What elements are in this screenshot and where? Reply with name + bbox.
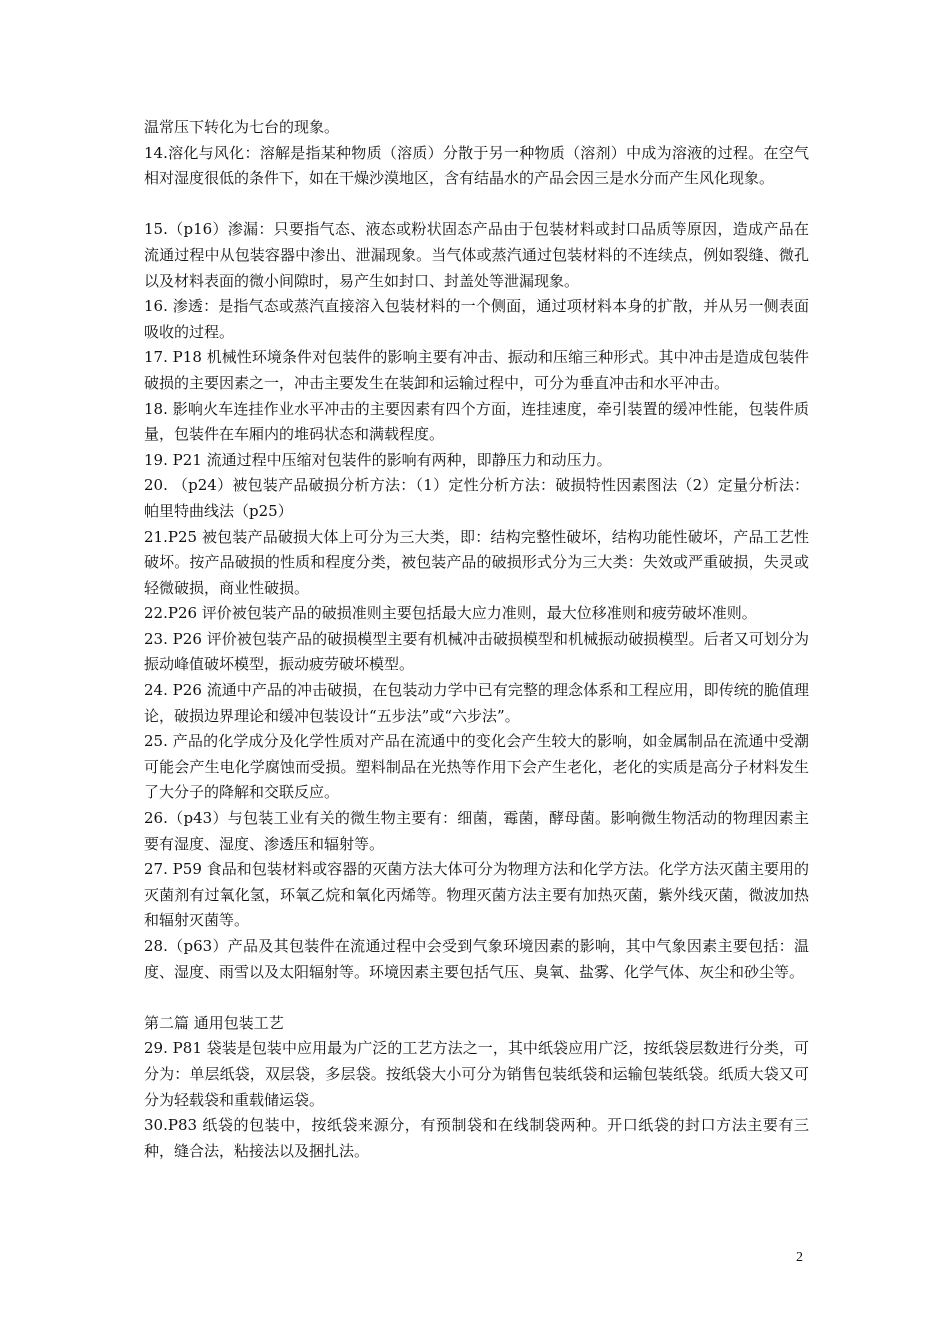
paragraph-17: 17. P18 机械性环境条件对包装件的影响主要有冲击、振动和压缩三种形式。其中冲击是造成包装件破损的主要因素之一，冲击主要发生在装卸和运输过程中，可分为垂直冲击和水平冲击。 xyxy=(144,348,809,392)
paragraph-21: 21.P25 被包装产品破损大体上可分为三大类，即：结构完整性破坏，结构功能性破坏，产品工艺性破坏。按产品破损的性质和程度分类，被包装产品的破损形式分为三大类：失效或严重破损，失灵或轻微破损，商业性破损。 xyxy=(144,527,809,597)
paragraph-25: 25. 产品的化学成分及化学性质对产品在流通中的变化会产生较大的影响，如金属制品在流通中受潮可能会产生电化学腐蚀而受损。塑料制品在光热等作用下会产生老化，老化的实质是高分子材料发生了大分子的降解和交联反应。 xyxy=(144,732,809,802)
paragraph-28: 28.（p63）产品及其包装件在流通过程中会受到气象环境因素的影响，其中气象因素主要包括：温度、湿度、雨雪以及太阳辐射等。环境因素主要包括气压、臭氧、盐雾、化学气体、灰尘和砂尘等。 xyxy=(144,937,809,981)
paragraph-14: 14.溶化与风化：溶解是指某种物质（溶质）分散于另一种物质（溶剂）中成为溶液的过程。在空气相对湿度很低的条件下，如在干燥沙漠地区，含有结晶水的产品会因三是水分而产生风化现象。 xyxy=(144,143,809,188)
page-number: 2 xyxy=(796,1250,803,1265)
paragraph-16: 16. 渗透：是指气态或蒸汽直接溶入包装材料的一个侧面，通过项材料本身的扩散，并从另一侧表面吸收的过程。 xyxy=(144,297,809,341)
paragraph-13-tail: 温常压下转化为七台的现象。 xyxy=(144,118,340,136)
paragraph-23: 23. P26 评价被包装产品的破损模型主要有机械冲击破损模型和机械振动破损模型。后者又可划分为振动峰值破坏模型，振动疲劳破坏模型。 xyxy=(144,629,809,674)
blank-line xyxy=(144,192,809,218)
paragraph-30: 30.P83 纸袋的包装中，按纸袋来源分，有预制袋和在线制袋两种。开口纸袋的封口方法主要有三种，缝合法，粘接法以及捆扎法。 xyxy=(144,1116,809,1160)
paragraph-29: 29. P81 袋装是包装中应用最为广泛的工艺方法之一，其中纸袋应用广泛，按纸袋层数进行分类，可分为：单层纸袋，双层袋，多层袋。按纸袋大小可分为销售包装纸袋和运输包装纸袋。纸质大袋又可分为轻载袋和重载储运袋。 xyxy=(144,1039,809,1109)
paragraph-20: 20. （p24）被包装产品破损分析方法：（1）定性分析方法：破损特性因素图法（2）定量分析法：帕里特曲线法（p25） xyxy=(144,476,809,520)
paragraph-19: 19. P21 流通过程中压缩对包装件的影响有两种，即静压力和动压力。 xyxy=(144,450,612,469)
body-text xyxy=(144,115,809,1164)
paragraph-18: 18. 影响火车连挂作业水平冲击的主要因素有四个方面，连挂速度，牵引装置的缓冲性能，包装件质量，包装件在车厢内的堆码状态和满载程度。 xyxy=(144,399,809,444)
blank-line xyxy=(144,985,809,1011)
paragraph-24: 24. P26 流通中产品的冲击破损，在包装动力学中已有完整的理念体系和工程应用，即传统的脆值理论，破损边界理论和缓冲包装设计“五步法”或“六步法”。 xyxy=(144,681,809,725)
paragraph-27: 27. P59 食品和包装材料或容器的灭菌方法大体可分为物理方法和化学方法。化学方法灭菌主要用的灭菌剂有过氧化氢，环氧乙烷和氧化丙烯等。物理灭菌方法主要有加热灭菌，紫外线灭菌，微波加热和辐射灭菌等。 xyxy=(144,860,809,930)
paragraph-15: 15.（p16）渗漏：只要指气态、液态或粉状固态产品由于包装材料或封口品质等原因，造成产品在流通过程中从包装容器中渗出、泄漏现象。当气体或蒸汽通过包装材料的不连续点，例如裂缝、微孔以及材料表面的微小间隙时，易产生如封口、封盖处等泄漏现象。 xyxy=(144,220,809,290)
paragraph-22: 22.P26 评价被包装产品的破损准则主要包括最大应力准则，最大位移准则和疲劳破坏准则。 xyxy=(144,604,757,623)
paragraph-26: 26.（p43）与包装工业有关的微生物主要有：细菌，霉菌，酵母菌。影响微生物活动的物理因素主要有湿度、湿度、渗透压和辐射等。 xyxy=(144,809,809,853)
section-heading: 第二篇 通用包装工艺 xyxy=(144,1013,284,1032)
